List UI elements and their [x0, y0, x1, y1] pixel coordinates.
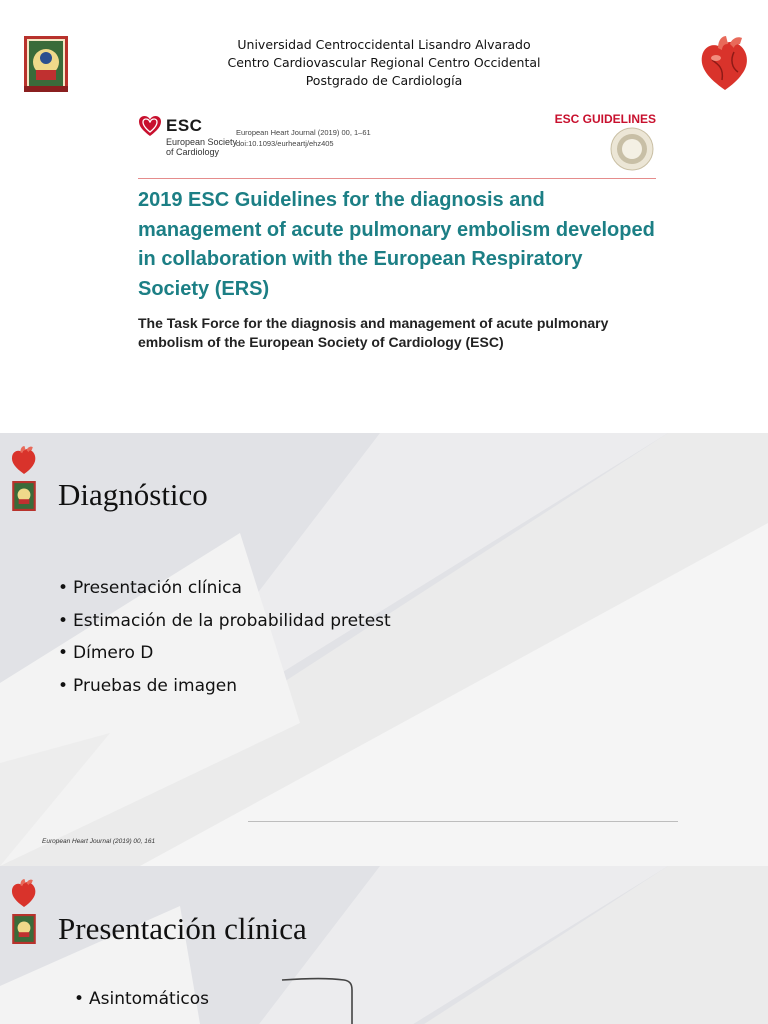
esc-heart-icon [138, 114, 162, 138]
header-line-postgraduate: Postgrado de Cardiología [305, 73, 463, 88]
slide-presentacion-clinica [0, 866, 768, 1024]
paper-subtitle: The Task Force for the diagnosis and management of acute pulmonary embolism of the European Society of Cardiology (ESC) [138, 315, 609, 350]
footer-divider [248, 821, 678, 822]
list-item: • Presentación clínica [58, 575, 391, 608]
heart-logo-icon [10, 445, 38, 475]
journal-doi: doi:10.1093/eurheartj/ehz405 [236, 139, 334, 148]
header-divider [138, 178, 656, 179]
header-line-university: Universidad Centroccidental Lisandro Alvarado [237, 37, 531, 52]
list-item: • Pruebas de imagen [58, 673, 391, 706]
anatomical-heart-icon [698, 34, 752, 92]
esc-logo-text: ESC [166, 116, 203, 135]
header-line-center: Centro Cardiovascular Regional Centro Occidental [227, 55, 541, 70]
slide-diagnostico [0, 433, 768, 866]
university-seal-icon [12, 914, 36, 944]
slide-title: Presentación clínica [58, 911, 307, 946]
list-item: • Asintomáticos [74, 986, 209, 1019]
footer-citation: European Heart Journal (2019) 00, 161 [42, 838, 156, 845]
anniversary-badge-icon [609, 126, 655, 172]
paper-header [138, 112, 658, 180]
slide-title-page [0, 0, 768, 432]
esc-society-line: European Society [166, 137, 238, 147]
journal-line: European Heart Journal (2019) 00, 1–61 [236, 128, 371, 137]
slide-title: Diagnóstico [58, 477, 208, 512]
esc-guidelines-label: ESC GUIDELINES [554, 112, 656, 126]
list-item: • Estimación de la probabilidad pretest [58, 608, 391, 641]
brace-connector [280, 976, 360, 1024]
paper-title: 2019 ESC Guidelines for the diagnosis and management of acute pulmonary embolism developed in collaboration with the European Respiratory Society (ERS) [138, 189, 655, 300]
journal-citation [236, 127, 436, 149]
university-header [0, 36, 768, 90]
heart-logo-icon [10, 878, 38, 908]
bullet-list [58, 575, 391, 705]
list-item: • Dímero D [58, 640, 391, 673]
esc-society-line: of Cardiology [166, 147, 220, 157]
esc-society-name [166, 137, 246, 157]
bullet-list [74, 986, 209, 1019]
university-seal-icon [12, 481, 36, 511]
